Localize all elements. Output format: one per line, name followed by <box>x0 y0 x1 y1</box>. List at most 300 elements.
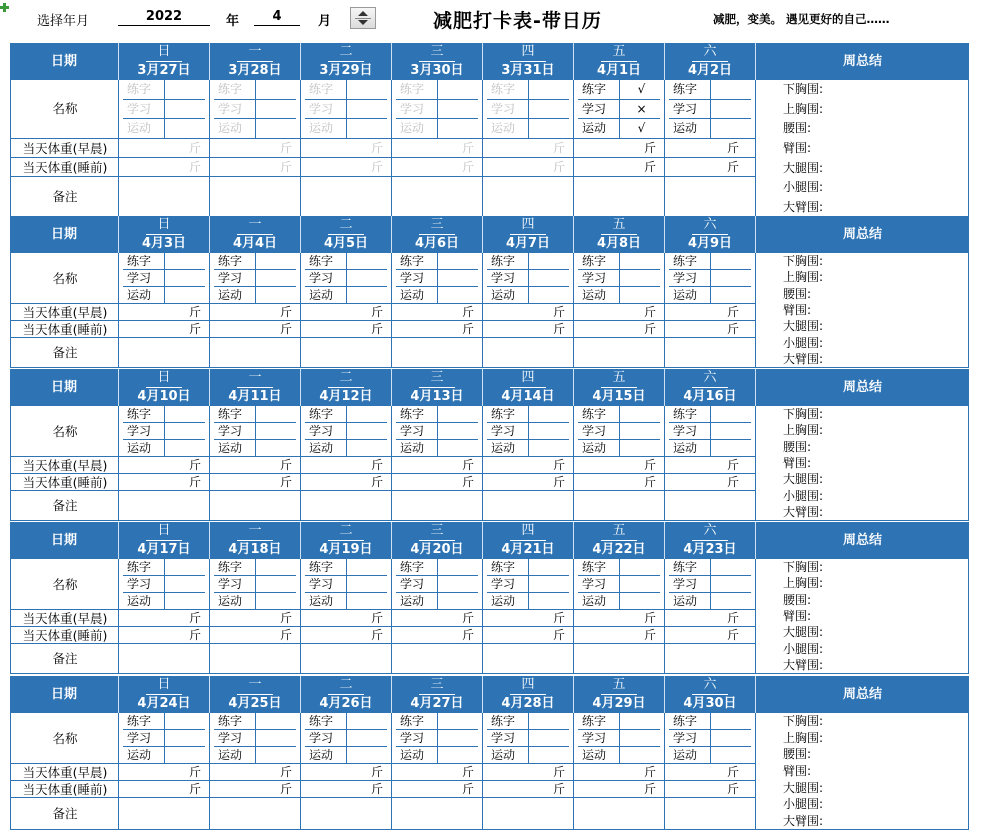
weekday-name: 五 <box>612 523 626 538</box>
task-col-line <box>619 713 620 764</box>
weight-night-input[interactable]: 斤 <box>189 322 202 336</box>
month-spinner[interactable] <box>350 7 376 29</box>
weekday-name: 三 <box>430 44 444 59</box>
day-date: 4月29日 <box>592 696 646 711</box>
task-col-line <box>346 80 347 139</box>
task-label: 运动 <box>127 594 152 608</box>
weekday-name: 日 <box>157 523 171 538</box>
task-col-line <box>528 559 529 610</box>
task-col-line <box>619 253 620 304</box>
task-label: 学习 <box>218 271 243 285</box>
weight-morning-input[interactable]: 斤 <box>727 765 740 779</box>
weight-morning-input[interactable]: 斤 <box>371 140 384 155</box>
weight-night-input[interactable]: 斤 <box>644 628 657 642</box>
week-body <box>10 253 969 368</box>
weight-morning-input[interactable]: 斤 <box>371 611 384 625</box>
weight-morning-input[interactable]: 斤 <box>727 611 740 625</box>
day-header <box>573 369 664 406</box>
day-header <box>482 522 573 559</box>
task-col-line <box>528 80 529 139</box>
notes-cell[interactable] <box>119 491 209 521</box>
notes-cell[interactable] <box>119 798 209 830</box>
day-date: 4月12日 <box>319 389 373 404</box>
day-header <box>391 43 482 80</box>
notes-cell[interactable] <box>574 338 664 368</box>
summary-item: 上胸围: <box>783 270 824 285</box>
task-label: 运动 <box>582 121 607 136</box>
summary-item: 臂围: <box>783 764 812 778</box>
task-label: 练字 <box>218 407 243 421</box>
weekday-name: 三 <box>430 370 444 385</box>
date-header-label: 日期 <box>50 533 77 548</box>
weight-morning-input[interactable]: 斤 <box>644 765 657 779</box>
task-label: 运动 <box>218 748 243 762</box>
weight-night-input[interactable]: 斤 <box>189 628 202 642</box>
date-header-label: 日期 <box>50 54 77 69</box>
task-label: 练字 <box>309 560 334 574</box>
weight-night-input[interactable]: 斤 <box>462 782 475 796</box>
weekday-name: 三 <box>430 677 444 692</box>
weight-morning-input[interactable]: 斤 <box>189 140 202 155</box>
weight-night-input[interactable]: 斤 <box>189 782 202 796</box>
weekday-name: 一 <box>248 217 262 232</box>
day-date: 4月9日 <box>687 236 733 251</box>
day-date: 3月28日 <box>228 63 282 78</box>
day-header <box>300 216 391 253</box>
day-header <box>482 369 573 406</box>
weekday-name: 一 <box>248 523 262 538</box>
weight-night-input[interactable]: 斤 <box>280 322 293 336</box>
week-header <box>10 522 969 559</box>
week-header <box>10 676 969 713</box>
weight-morning-input[interactable]: 斤 <box>371 458 384 472</box>
task-col-line <box>710 713 711 764</box>
weight-morning-input[interactable]: 斤 <box>553 305 566 319</box>
notes-cell[interactable] <box>392 491 482 521</box>
weight-night-label: 当天体重(睡前) <box>22 322 108 337</box>
summary-item: 大臂围: <box>783 814 824 829</box>
task-label: 运动 <box>400 288 425 302</box>
task-label: 学习 <box>400 101 425 116</box>
weight-night-input[interactable]: 斤 <box>371 782 384 796</box>
day-header <box>118 369 209 406</box>
notes-cell[interactable] <box>210 644 300 674</box>
weight-night-input[interactable]: 斤 <box>727 322 740 336</box>
week-summary-header: 周总结 <box>755 216 969 253</box>
month-suffix: 月 <box>318 14 332 29</box>
day-date: 4月11日 <box>228 389 282 404</box>
task-col-line <box>710 253 711 304</box>
task-checkbox[interactable]: √ <box>637 121 646 136</box>
summary-item: 大臂围: <box>783 658 824 673</box>
task-col-line <box>164 713 165 764</box>
weight-night-input[interactable]: 斤 <box>727 628 740 642</box>
task-label: 运动 <box>673 121 698 136</box>
weight-morning-input[interactable]: 斤 <box>644 140 657 155</box>
weight-morning-input[interactable]: 斤 <box>462 140 475 155</box>
weight-morning-input[interactable]: 斤 <box>644 458 657 472</box>
weekday-name: 三 <box>430 523 444 538</box>
name-row-label: 名称 <box>52 271 78 286</box>
summary-item: 腰围: <box>783 439 812 454</box>
summary-item: 大腿围: <box>783 472 824 487</box>
day-header <box>118 43 209 80</box>
task-col-line <box>255 406 256 457</box>
day-header <box>300 369 391 406</box>
weight-morning-input[interactable]: 斤 <box>727 305 740 319</box>
weight-night-input[interactable]: 斤 <box>371 322 384 336</box>
summary-item: 下胸围: <box>783 406 824 421</box>
weight-night-input[interactable]: 斤 <box>462 475 475 489</box>
weight-night-input[interactable]: 斤 <box>644 475 657 489</box>
weight-night-input[interactable]: 斤 <box>462 322 475 336</box>
notes-cell[interactable] <box>119 177 209 218</box>
weekday-name: 五 <box>612 217 626 232</box>
summary-item: 臂围: <box>783 609 812 623</box>
day-date: 4月7日 <box>505 236 551 251</box>
day-header <box>118 216 209 253</box>
weight-morning-input[interactable]: 斤 <box>462 765 475 779</box>
task-label: 练字 <box>400 407 425 421</box>
notes-cell[interactable] <box>301 491 391 521</box>
notes-cell[interactable] <box>119 338 209 368</box>
weight-morning-input[interactable]: 斤 <box>462 305 475 319</box>
page-title: 减肥打卡表-带日历 <box>433 10 602 32</box>
weight-morning-input[interactable]: 斤 <box>280 765 293 779</box>
task-label: 学习 <box>400 577 425 591</box>
weight-night-input[interactable]: 斤 <box>371 159 384 174</box>
weight-morning-input[interactable]: 斤 <box>727 458 740 472</box>
task-col-line <box>528 713 529 764</box>
weight-night-input[interactable]: 斤 <box>371 475 384 489</box>
day-date: 4月2日 <box>687 63 733 78</box>
notes-cell[interactable] <box>574 491 664 521</box>
weight-night-input[interactable]: 斤 <box>644 782 657 796</box>
week-body <box>10 559 969 674</box>
day-date: 4月1日 <box>596 63 642 78</box>
week-block <box>10 369 969 521</box>
weight-night-input[interactable]: 斤 <box>280 159 293 174</box>
task-checkbox[interactable]: × <box>636 101 647 116</box>
notes-label: 备注 <box>52 188 78 204</box>
task-label: 练字 <box>400 714 425 728</box>
weekday-name: 四 <box>521 677 535 692</box>
task-col-line <box>164 406 165 457</box>
task-label: 学习 <box>491 271 516 285</box>
weight-morning-input[interactable]: 斤 <box>553 140 566 155</box>
notes-cell[interactable] <box>483 644 573 674</box>
weekday-name: 六 <box>703 44 717 59</box>
name-row-label: 名称 <box>52 424 78 439</box>
notes-cell[interactable] <box>119 644 209 674</box>
weight-night-label: 当天体重(睡前) <box>22 628 108 643</box>
task-label: 练字 <box>491 82 516 97</box>
task-label: 练字 <box>491 254 516 268</box>
task-label: 运动 <box>218 121 243 136</box>
notes-cell[interactable] <box>210 338 300 368</box>
weight-morning-input[interactable]: 斤 <box>644 611 657 625</box>
day-header <box>391 216 482 253</box>
notes-cell[interactable] <box>210 798 300 830</box>
task-label: 学习 <box>127 424 152 438</box>
task-checkbox[interactable]: √ <box>637 82 646 97</box>
weight-morning-input[interactable]: 斤 <box>280 611 293 625</box>
week-header <box>10 216 969 253</box>
notes-cell[interactable] <box>665 338 755 368</box>
weight-night-input[interactable]: 斤 <box>644 159 657 174</box>
weight-night-input[interactable]: 斤 <box>727 782 740 796</box>
weekday-name: 日 <box>157 370 171 385</box>
weight-night-input[interactable]: 斤 <box>280 628 293 642</box>
weight-night-input[interactable]: 斤 <box>553 322 566 336</box>
task-label: 运动 <box>309 288 334 302</box>
day-date: 4月25日 <box>228 696 282 711</box>
day-header <box>300 676 391 713</box>
spinner-down-icon[interactable] <box>358 20 368 25</box>
task-col-line <box>710 559 711 610</box>
weight-night-input[interactable]: 斤 <box>727 475 740 489</box>
weight-morning-input[interactable]: 斤 <box>727 140 740 155</box>
weight-night-input[interactable]: 斤 <box>727 159 740 174</box>
notes-cell[interactable] <box>392 644 482 674</box>
day-header <box>209 43 300 80</box>
month-input[interactable]: 4 <box>254 9 300 26</box>
weight-morning-input[interactable]: 斤 <box>189 611 202 625</box>
task-label: 练字 <box>673 254 698 268</box>
notes-cell[interactable] <box>665 491 755 521</box>
task-label: 运动 <box>491 748 516 762</box>
weight-night-input[interactable]: 斤 <box>280 475 293 489</box>
weight-night-input[interactable]: 斤 <box>644 322 657 336</box>
notes-cell[interactable] <box>210 491 300 521</box>
weight-morning-input[interactable]: 斤 <box>280 305 293 319</box>
task-label: 运动 <box>309 748 334 762</box>
task-label: 学习 <box>582 271 607 285</box>
weight-night-input[interactable]: 斤 <box>553 628 566 642</box>
summary-item: 腰围: <box>783 592 812 607</box>
task-col-line <box>710 406 711 457</box>
day-date: 4月14日 <box>501 389 555 404</box>
day-date: 4月4日 <box>232 236 278 251</box>
weekday-name: 四 <box>521 370 535 385</box>
spinner-divider <box>355 18 371 19</box>
notes-cell[interactable] <box>392 798 482 830</box>
weight-night-input[interactable]: 斤 <box>553 782 566 796</box>
notes-cell[interactable] <box>665 798 755 830</box>
summary-item: 小腿围: <box>783 488 824 503</box>
task-label: 运动 <box>309 441 334 455</box>
column-line <box>755 713 756 829</box>
task-label: 学习 <box>400 271 425 285</box>
task-col-line <box>164 80 165 139</box>
notes-cell[interactable] <box>574 177 664 218</box>
week-body <box>10 713 969 830</box>
task-label: 运动 <box>582 288 607 302</box>
notes-cell[interactable] <box>301 177 391 218</box>
task-col-line <box>528 406 529 457</box>
weight-morning-input[interactable]: 斤 <box>462 611 475 625</box>
task-label: 运动 <box>309 594 334 608</box>
notes-cell[interactable] <box>301 338 391 368</box>
task-label: 运动 <box>400 441 425 455</box>
notes-cell[interactable] <box>483 177 573 218</box>
task-label: 学习 <box>127 101 152 116</box>
task-label: 练字 <box>309 407 334 421</box>
summary-item: 小腿围: <box>783 335 824 350</box>
task-label: 运动 <box>673 594 698 608</box>
day-header <box>391 522 482 559</box>
day-date: 3月30日 <box>410 63 464 78</box>
task-label: 运动 <box>400 121 425 136</box>
weekday-name: 四 <box>521 217 535 232</box>
summary-item: 大臂围: <box>783 199 824 214</box>
task-col-line <box>346 713 347 764</box>
task-label: 练字 <box>673 560 698 574</box>
slogan: 减肥，变美。 遇见更好的自己…… <box>713 12 890 26</box>
weight-morning-input[interactable]: 斤 <box>553 765 566 779</box>
weekday-name: 日 <box>157 677 171 692</box>
notes-cell[interactable] <box>392 338 482 368</box>
weight-morning-input[interactable]: 斤 <box>553 458 566 472</box>
day-date: 4月8日 <box>596 236 642 251</box>
summary-item: 臂围: <box>783 456 812 470</box>
weekday-name: 二 <box>339 370 353 385</box>
week-body <box>10 406 969 521</box>
name-row-label: 名称 <box>52 577 78 592</box>
task-label: 学习 <box>582 731 607 745</box>
weekday-name: 一 <box>248 370 262 385</box>
notes-cell[interactable] <box>483 338 573 368</box>
weekday-name: 三 <box>430 217 444 232</box>
weight-morning-input[interactable]: 斤 <box>462 458 475 472</box>
weight-morning-input[interactable]: 斤 <box>553 611 566 625</box>
notes-cell[interactable] <box>665 644 755 674</box>
task-label: 运动 <box>127 121 152 136</box>
notes-cell[interactable] <box>301 644 391 674</box>
task-col-line <box>437 80 438 139</box>
notes-cell[interactable] <box>392 177 482 218</box>
week-summary-header: 周总结 <box>755 43 969 80</box>
task-label: 学习 <box>673 577 698 591</box>
column-line <box>755 253 756 367</box>
task-col-line <box>619 559 620 610</box>
week-header <box>10 43 969 80</box>
day-header <box>391 369 482 406</box>
task-label: 练字 <box>582 560 607 574</box>
day-date: 3月31日 <box>501 63 555 78</box>
weight-morning-input[interactable]: 斤 <box>189 305 202 319</box>
day-date: 4月17日 <box>137 542 191 557</box>
day-date: 4月18日 <box>228 542 282 557</box>
weight-night-input[interactable]: 斤 <box>553 475 566 489</box>
task-label: 练字 <box>309 254 334 268</box>
task-col-line <box>255 253 256 304</box>
weekday-name: 二 <box>339 523 353 538</box>
task-label: 运动 <box>127 748 152 762</box>
weight-morning-input[interactable]: 斤 <box>280 140 293 155</box>
spinner-up-icon[interactable] <box>358 11 368 16</box>
notes-cell[interactable] <box>483 491 573 521</box>
notes-cell[interactable] <box>210 177 300 218</box>
day-header <box>573 43 664 80</box>
weekday-name: 二 <box>339 44 353 59</box>
day-header <box>482 216 573 253</box>
notes-cell[interactable] <box>483 798 573 830</box>
task-col-line <box>164 253 165 304</box>
task-label: 练字 <box>127 714 152 728</box>
weight-morning-input[interactable]: 斤 <box>644 305 657 319</box>
task-label: 练字 <box>491 714 516 728</box>
weight-night-input[interactable]: 斤 <box>189 475 202 489</box>
notes-cell[interactable] <box>301 798 391 830</box>
weight-night-input[interactable]: 斤 <box>189 159 202 174</box>
day-date: 3月29日 <box>319 63 373 78</box>
task-label: 练字 <box>127 560 152 574</box>
weight-night-input[interactable]: 斤 <box>553 159 566 174</box>
weight-night-label: 当天体重(睡前) <box>22 159 108 175</box>
weight-morning-input[interactable]: 斤 <box>189 765 202 779</box>
weight-night-input[interactable]: 斤 <box>462 159 475 174</box>
summary-item: 下胸围: <box>783 559 824 574</box>
task-label: 练字 <box>127 82 152 97</box>
weight-night-input[interactable]: 斤 <box>462 628 475 642</box>
task-label: 学习 <box>127 271 152 285</box>
task-label: 学习 <box>218 731 243 745</box>
task-label: 练字 <box>218 82 243 97</box>
day-header <box>664 369 755 406</box>
task-label: 学习 <box>491 731 516 745</box>
summary-item: 上胸围: <box>783 576 824 591</box>
weekday-name: 六 <box>703 523 717 538</box>
task-label: 运动 <box>400 748 425 762</box>
weight-morning-input[interactable]: 斤 <box>371 305 384 319</box>
task-label: 练字 <box>673 82 698 97</box>
day-header <box>391 676 482 713</box>
task-label: 运动 <box>491 288 516 302</box>
task-col-line <box>346 559 347 610</box>
weight-morning-input[interactable]: 斤 <box>280 458 293 472</box>
notes-cell[interactable] <box>574 644 664 674</box>
notes-cell[interactable] <box>574 798 664 830</box>
weight-night-input[interactable]: 斤 <box>371 628 384 642</box>
day-date: 4月3日 <box>141 236 187 251</box>
day-date: 3月27日 <box>137 63 191 78</box>
weight-morning-label: 当天体重(早晨) <box>22 765 108 780</box>
day-header <box>664 676 755 713</box>
task-label: 运动 <box>582 441 607 455</box>
weight-morning-input[interactable]: 斤 <box>189 458 202 472</box>
summary-item: 大腿围: <box>783 319 824 334</box>
weight-night-input[interactable]: 斤 <box>280 782 293 796</box>
day-date: 4月21日 <box>501 542 555 557</box>
task-label: 练字 <box>400 560 425 574</box>
task-label: 运动 <box>491 594 516 608</box>
day-date: 4月26日 <box>319 696 373 711</box>
task-label: 学习 <box>673 101 698 116</box>
task-label: 学习 <box>309 101 334 116</box>
task-label: 运动 <box>218 288 243 302</box>
task-label: 练字 <box>127 407 152 421</box>
weight-morning-input[interactable]: 斤 <box>371 765 384 779</box>
notes-cell[interactable] <box>665 177 755 218</box>
task-label: 学习 <box>673 424 698 438</box>
year-suffix: 年 <box>226 14 240 29</box>
task-label: 运动 <box>127 288 152 302</box>
year-input[interactable]: 2022 <box>118 9 210 26</box>
weekday-name: 四 <box>521 523 535 538</box>
task-label: 运动 <box>673 441 698 455</box>
task-label: 学习 <box>309 731 334 745</box>
